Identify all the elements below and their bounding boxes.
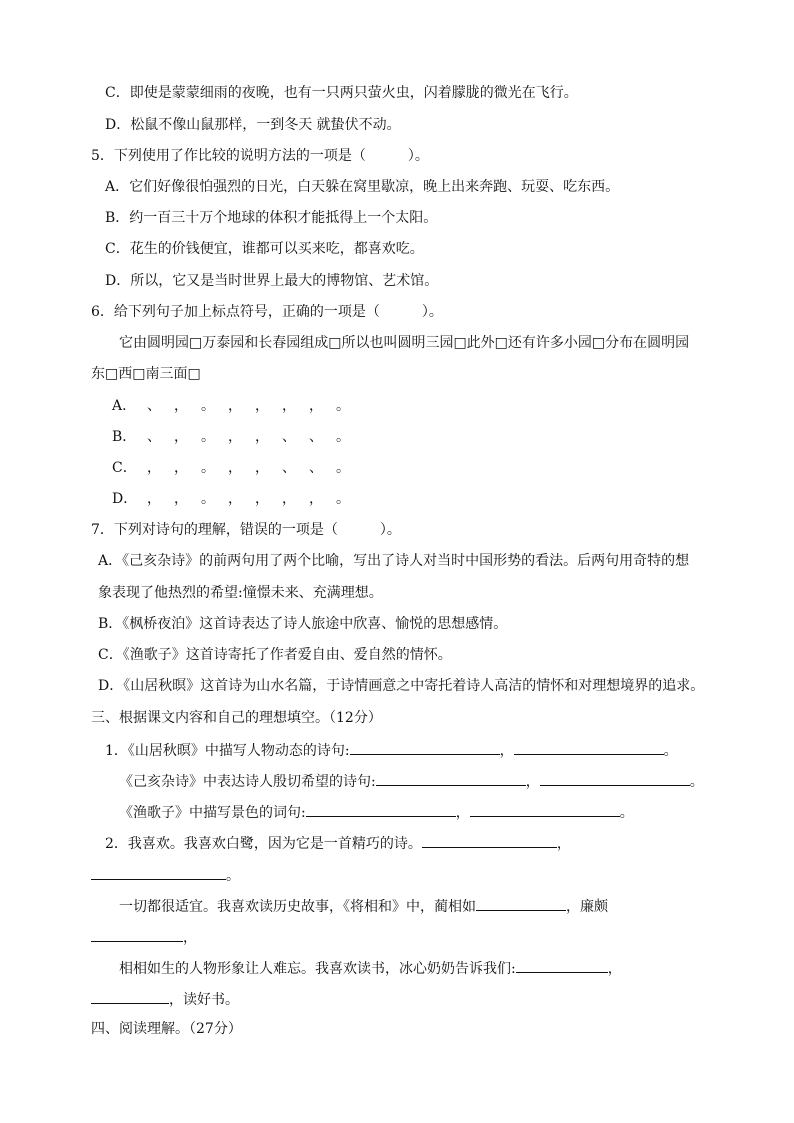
option-label: C． [112,460,137,476]
q6-stem: 6．给下列句子加上标点符号，正确的一项是（ ）。 [91,304,443,320]
punct-mark: 、 [147,398,161,414]
punct-mark: 、 [309,460,323,476]
q7-option-d: D．《山居秋暝》这首诗为山水名篇，于诗情画意之中寄托着诗人高洁的情怀和对理想境界的追求。 [98,678,705,694]
q7-option-c: C．《渔歌子》这首诗寄托了作者爱自由、爱自然的情怀。 [98,647,452,663]
section-3-heading: 三、根据课文内容和自己的理想填空。（12分） [91,710,382,726]
answer-blank[interactable] [516,958,608,973]
punct-mark: ， [282,491,296,507]
fill-line-9 [91,989,239,1009]
punct: ， [607,961,622,977]
q5-option-c: C．花生的价钱便宜，谁都可以买来吃，都喜欢吃。 [105,241,424,257]
punct-mark: 、 [309,429,323,445]
q7-option-a-line2: 象表现了他热烈的希望:憧憬未来、充满理想。 [98,585,383,601]
punct: 。 [689,774,704,790]
punct-mark: ， [228,429,242,445]
punct: 。 [663,743,678,759]
q7-option-b: B．《枫桥夜泊》这首诗表达了诗人旅途中欣喜、愉悦的思想感情。 [98,616,508,632]
answer-blank[interactable] [91,865,226,880]
q6-option-b [112,428,363,446]
prompt-text: 相相如生的人物形象让人难忘。我喜欢读书，冰心奶奶告诉我们: [119,961,516,977]
punct-mark: ， [282,398,296,414]
prompt-text: 2．我喜欢。我喜欢白鹭，因为它是一首精巧的诗。 [105,836,422,852]
prompt-text: ，读好书。 [169,992,239,1008]
answer-blank[interactable] [376,771,526,786]
answer-blank[interactable] [350,740,500,755]
q5-option-a: A．它们好像很怕强烈的日光，白天躲在窝里歇凉，晚上出来奔跑、玩耍、吃东西。 [105,179,620,195]
punct-mark: ， [228,491,242,507]
punct-mark: 、 [147,429,161,445]
punct-mark: ， [255,398,269,414]
q6-option-d [112,490,363,508]
option-label: B． [112,429,137,445]
answer-blank[interactable] [306,802,456,817]
punct-mark: ， [174,491,188,507]
q4-option-d: D．松鼠不像山鼠那样，一到冬天 就蛰伏不动。 [105,117,401,133]
punct-mark: ， [309,491,323,507]
punct-mark: ， [228,460,242,476]
punct-mark: 。 [201,491,215,507]
q5-option-b: B．约一百三十万个地球的体积才能抵得上一个太阳。 [105,210,438,226]
fill-line-8 [119,958,622,978]
answer-blank[interactable] [540,771,690,786]
punct-mark: 。 [201,460,215,476]
punct-mark: 。 [336,491,350,507]
punct-mark: ， [174,398,188,414]
answer-blank[interactable] [91,927,183,942]
punct-mark: 。 [201,429,215,445]
punct-mark: ， [255,429,269,445]
punct: ， [183,930,197,946]
punct-mark: ， [255,460,269,476]
punct-mark: 。 [336,460,350,476]
section-4-heading: 四、阅读理解。（27分） [91,1021,242,1037]
answer-blank[interactable] [476,896,566,911]
punct-mark: ， [255,491,269,507]
fill-line-7 [91,927,197,947]
q6-passage-line1: 它由圆明园□万泰园和长春园组成□所以也叫圆明三园□此外□还有许多小园□分布在圆明园 [119,335,690,351]
punct-mark: 、 [282,460,296,476]
punct: ， [525,774,540,790]
punct-mark: ， [228,398,242,414]
fill-line-2 [119,771,704,791]
prompt-text: ，廉颇 [566,899,608,915]
punct-mark: ， [147,491,161,507]
prompt-text: 《己亥杂诗》中表达诗人殷切希望的诗句: [119,774,376,790]
fill-line-5 [91,865,240,885]
prompt-text: 一切都很适宜。我喜欢读历史故事，《将相和》中，蔺相如 [119,899,476,915]
fill-line-6 [119,896,608,916]
punct: 。 [226,868,240,884]
fill-line-4 [105,833,571,853]
punct-mark: 、 [282,429,296,445]
q5-option-d: D．所以，它又是当时世界上最大的博物馆、艺术馆。 [105,273,439,289]
punct: 。 [619,805,634,821]
q6-option-a [112,397,363,415]
punct-mark: 。 [336,429,350,445]
q7-stem: 7．下列对诗句的理解，错误的一项是（ ）。 [91,522,401,538]
prompt-text: 《渔歌子》中描写景色的词句: [119,805,306,821]
punct: ， [499,743,514,759]
fill-line-3 [119,802,634,822]
punct-mark: ， [309,398,323,414]
q5-stem: 5．下列使用了作比较的说明方法的一项是（ ）。 [91,148,429,164]
option-label: A． [112,398,137,414]
punct-mark: 。 [336,398,350,414]
answer-blank[interactable] [470,802,620,817]
q6-passage-line2: 东□西□南三面□ [91,366,201,382]
prompt-text: 1．《山居秋暝》中描写人物动态的诗句: [105,743,350,759]
q4-option-c: C．即使是蒙蒙细雨的夜晚，也有一只两只萤火虫，闪着朦胧的微光在飞行。 [105,85,578,101]
punct: ， [556,836,571,852]
punct-mark: ， [147,460,161,476]
fill-line-1 [105,740,678,760]
answer-blank[interactable] [91,989,169,1004]
punct-mark: 。 [201,398,215,414]
punct-mark: ， [174,429,188,445]
punct-mark: ， [174,460,188,476]
q7-option-a-line1: A．《己亥杂诗》的前两句用了两个比喻，写出了诗人对当时中国形势的看法。后两句用奇特的想 [98,553,690,569]
q6-option-c [112,459,363,477]
answer-blank[interactable] [514,740,664,755]
punct: ， [455,805,470,821]
option-label: D． [112,491,138,507]
answer-blank[interactable] [422,833,557,848]
